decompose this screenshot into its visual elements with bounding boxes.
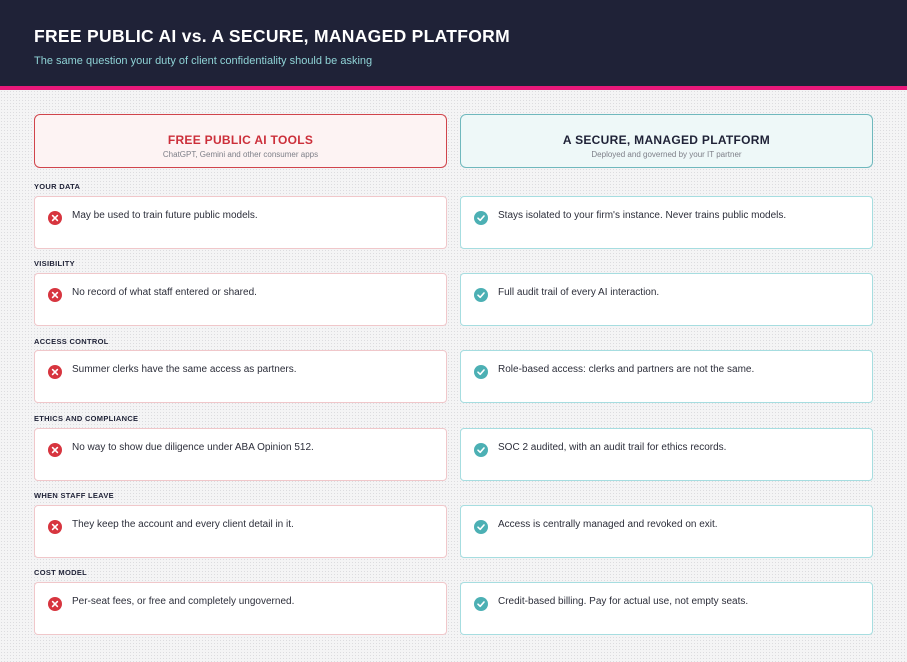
comparison-card-good [460, 350, 873, 403]
card-text: No record of what staff entered or shared. [72, 287, 257, 298]
section-label-your-data: YOUR DATA [34, 182, 81, 191]
section-label-ethics-compliance: ETHICS AND COMPLIANCE [34, 414, 139, 423]
check-circle-icon [474, 211, 488, 225]
section-label-access-control: ACCESS CONTROL [34, 337, 109, 346]
comparison-card-good [460, 582, 873, 635]
accent-divider [0, 86, 907, 90]
column-title: A SECURE, MANAGED PLATFORM [562, 133, 771, 147]
comparison-card-bad [34, 582, 447, 635]
column-header-managed-platform [460, 114, 873, 168]
section-label-when-staff-leave: WHEN STAFF LEAVE [34, 491, 114, 500]
comparison-card-bad [34, 428, 447, 481]
check-circle-icon [474, 597, 488, 611]
comparison-card-bad [34, 505, 447, 558]
card-text: No way to show due diligence under ABA Opinion 512. [72, 442, 314, 453]
x-circle-icon [48, 597, 62, 611]
x-circle-icon [48, 520, 62, 534]
comparison-card-bad [34, 196, 447, 249]
comparison-card-good [460, 273, 873, 326]
check-circle-icon [474, 520, 488, 534]
column-subtitle: ChatGPT, Gemini and other consumer apps [162, 150, 319, 159]
card-text: Full audit trail of every AI interaction. [498, 287, 660, 298]
comparison-card-good [460, 428, 873, 481]
section-label-visibility: VISIBILITY [34, 259, 75, 268]
check-circle-icon [474, 443, 488, 457]
comparison-card-bad [34, 350, 447, 403]
comparison-card-bad [34, 273, 447, 326]
card-text: They keep the account and every client detail in it. [72, 519, 294, 530]
x-circle-icon [48, 365, 62, 379]
card-text: Credit-based billing. Pay for actual use, not empty seats. [498, 596, 749, 607]
card-text: Stays isolated to your firm's instance. Never trains public models. [498, 210, 787, 221]
column-subtitle: Deployed and governed by your IT partner [591, 150, 742, 159]
comparison-card-good [460, 196, 873, 249]
header-banner [0, 0, 907, 86]
card-text: Access is centrally managed and revoked on exit. [498, 519, 718, 530]
card-text: SOC 2 audited, with an audit trail for ethics records. [498, 442, 727, 453]
page-subtitle: The same question your duty of client confidentiality should be asking [34, 55, 373, 67]
x-circle-icon [48, 443, 62, 457]
check-circle-icon [474, 288, 488, 302]
card-text: Role-based access: clerks and partners are not the same. [498, 364, 755, 375]
page-title: FREE PUBLIC AI vs. A SECURE, MANAGED PLATFORM [34, 26, 510, 46]
card-text: Summer clerks have the same access as partners. [72, 364, 297, 375]
card-text: May be used to train future public models. [72, 210, 258, 221]
column-title: FREE PUBLIC AI TOOLS [167, 133, 314, 147]
section-label-cost-model: COST MODEL [34, 568, 87, 577]
card-text: Per-seat fees, or free and completely ungoverned. [72, 596, 295, 607]
x-circle-icon [48, 211, 62, 225]
x-circle-icon [48, 288, 62, 302]
column-header-free-public-ai [34, 114, 447, 168]
comparison-card-good [460, 505, 873, 558]
check-circle-icon [474, 365, 488, 379]
